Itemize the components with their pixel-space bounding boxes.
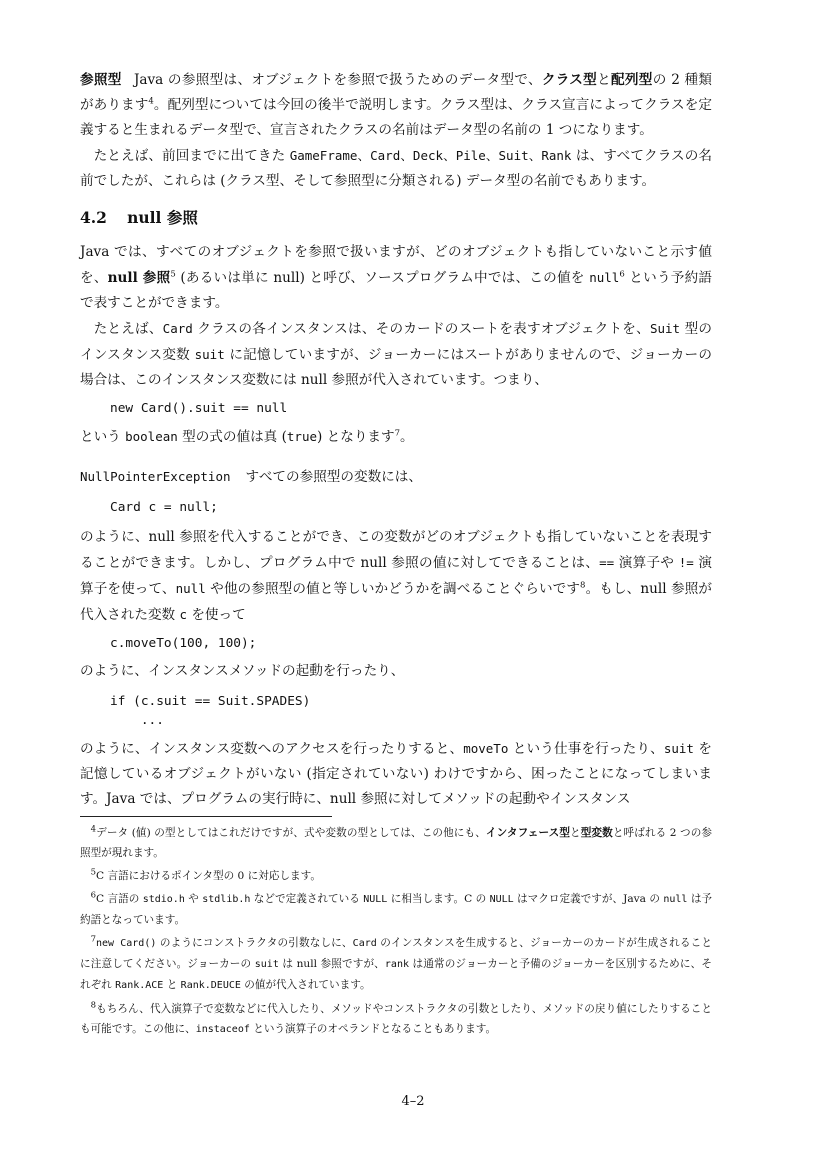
code-block: c.moveTo(100, 100); [110, 636, 257, 651]
footnote-ref[interactable]: 6 [619, 269, 625, 280]
footnotes [80, 823, 712, 1040]
footnote-7: $^7$new Card() のようにコンストラクタの引数なしに、Card のインスタンスを生成すると、ジョーカーのカードが生成されることに注意してください。ジョーカーの suit は null 参照ですが、rank は通常のジョーカーと予備のジョーカーを区別するために、それぞれ Rank.ACE と Rank.DEUCE の値が代入されています。 [80, 934, 712, 991]
code-block: if (c.suit == Suit.SPADES) ... [110, 694, 311, 728]
section-heading [80, 206, 712, 230]
paragraph-class-examples: たとえば、前回までに出てきた GameFrame、Card、Deck、Pile、Suit、Rank は、すべてクラスの名前でしたが、これらは (クラス型、そして参照型に分類される) データ型の名前でもあります。 [80, 148, 712, 189]
footnote-ref[interactable]: 5 [170, 269, 176, 280]
code-block: new Card().suit == null [110, 401, 288, 416]
paragraph-method-invocation: のように、インスタンスメソッドの起動を行ったり、 [80, 663, 405, 679]
paragraph-heading: 参照型 [80, 72, 122, 88]
footnote-ref[interactable]: 4 [148, 96, 154, 107]
footnote-5: $^5$C 言語におけるポインタ型の 0 に対応します。 [90, 867, 321, 882]
paragraph-boolean-true: という boolean 型の式の値は真 (true) となります$^7$。 [80, 428, 414, 445]
paragraph-null-reference: Java では、すべてのオブジェクトを参照で扱いますが、どのオブジェクトも指していないこと示す値を、null 参照$^5$ (あるいは単に null) と呼び、ソースプログラム中では、この値を null$^6$ という予約語で表すことができます。 [80, 244, 713, 311]
footnote-6: $^6$C 言語の stdio.h や stdlib.h などで定義されている NULL に相当します。C の NULL はマクロ定義ですが、Java の null は予約語となっています。 [80, 890, 713, 926]
paragraph-field-access: のように、インスタンス変数へのアクセスを行ったりすると、moveTo という仕事を行ったり、suit を記憶しているオブジェクトがいない (指定されていない) わけですから、困ったことになってしまいます。Java では、プログラムの実行時に、null 参照に対してメソッドの起動やインスタンス [80, 741, 712, 807]
section-title: null 参照 [127, 208, 198, 227]
paragraph-null-pointer-exception: NullPointerException すべての参照型の変数には、 [80, 469, 422, 485]
paragraph-reference-type: 参照型 Java の参照型は、オブジェクトを参照で扱うためのデータ型で、クラス型と配列型の 2 種類があります$^4$。配列型については今回の後半で説明します。クラス型は、クラス宣言によってクラスを定義すると生まれるデータ型で、宣言されたクラスの名前はデータ型の名前の 1 つになります。 [80, 72, 713, 138]
page-content [80, 60, 712, 1040]
footnote-ref[interactable]: 7 [394, 428, 401, 439]
paragraph-card-suit: たとえば、Card クラスの各インスタンスは、そのカードのスートを表すオブジェクトを、Suit 型のインスタンス変数 suit に記憶していますが、ジョーカーにはスートがありませんので、ジョーカーの場合は、このインスタンス変数には null 参照が代入されています。つまり、 [80, 321, 712, 388]
footnote-rule [80, 816, 332, 817]
footnote-8: $^8$もちろん、代入演算子で変数などに代入したり、メソッドやコンストラクタの引数としたり、メソッドの戻り値にしたりすることも可能です。この他に、instaceof という演算子のオペランドとなることもあります。 [80, 1000, 712, 1035]
page-number: 4–2 [401, 1094, 425, 1109]
footnote-ref[interactable]: 8 [580, 580, 586, 591]
paragraph-null-operations: のように、null 参照を代入することができ、この変数がどのオブジェクトも指していないことを表現することができます。しかし、プログラム中で null 参照の値に対してできることは、== 演算子や != 演算子を使って、null や他の参照型の値と等しいかどうかを調べることぐらいです$^8$。もし、null 参照が代入された変数 c を使って [80, 529, 712, 623]
section-number: 4.2 [80, 208, 107, 227]
code-block: Card c = null; [110, 500, 218, 515]
footnote-4: $^4$データ (値) の型としてはこれだけですが、式や変数の型としては、この他にも、インタフェース型と型変数と呼ばれる 2 つの参照型が現れます。 [80, 824, 713, 859]
paragraph-heading: NullPointerException [80, 469, 231, 484]
